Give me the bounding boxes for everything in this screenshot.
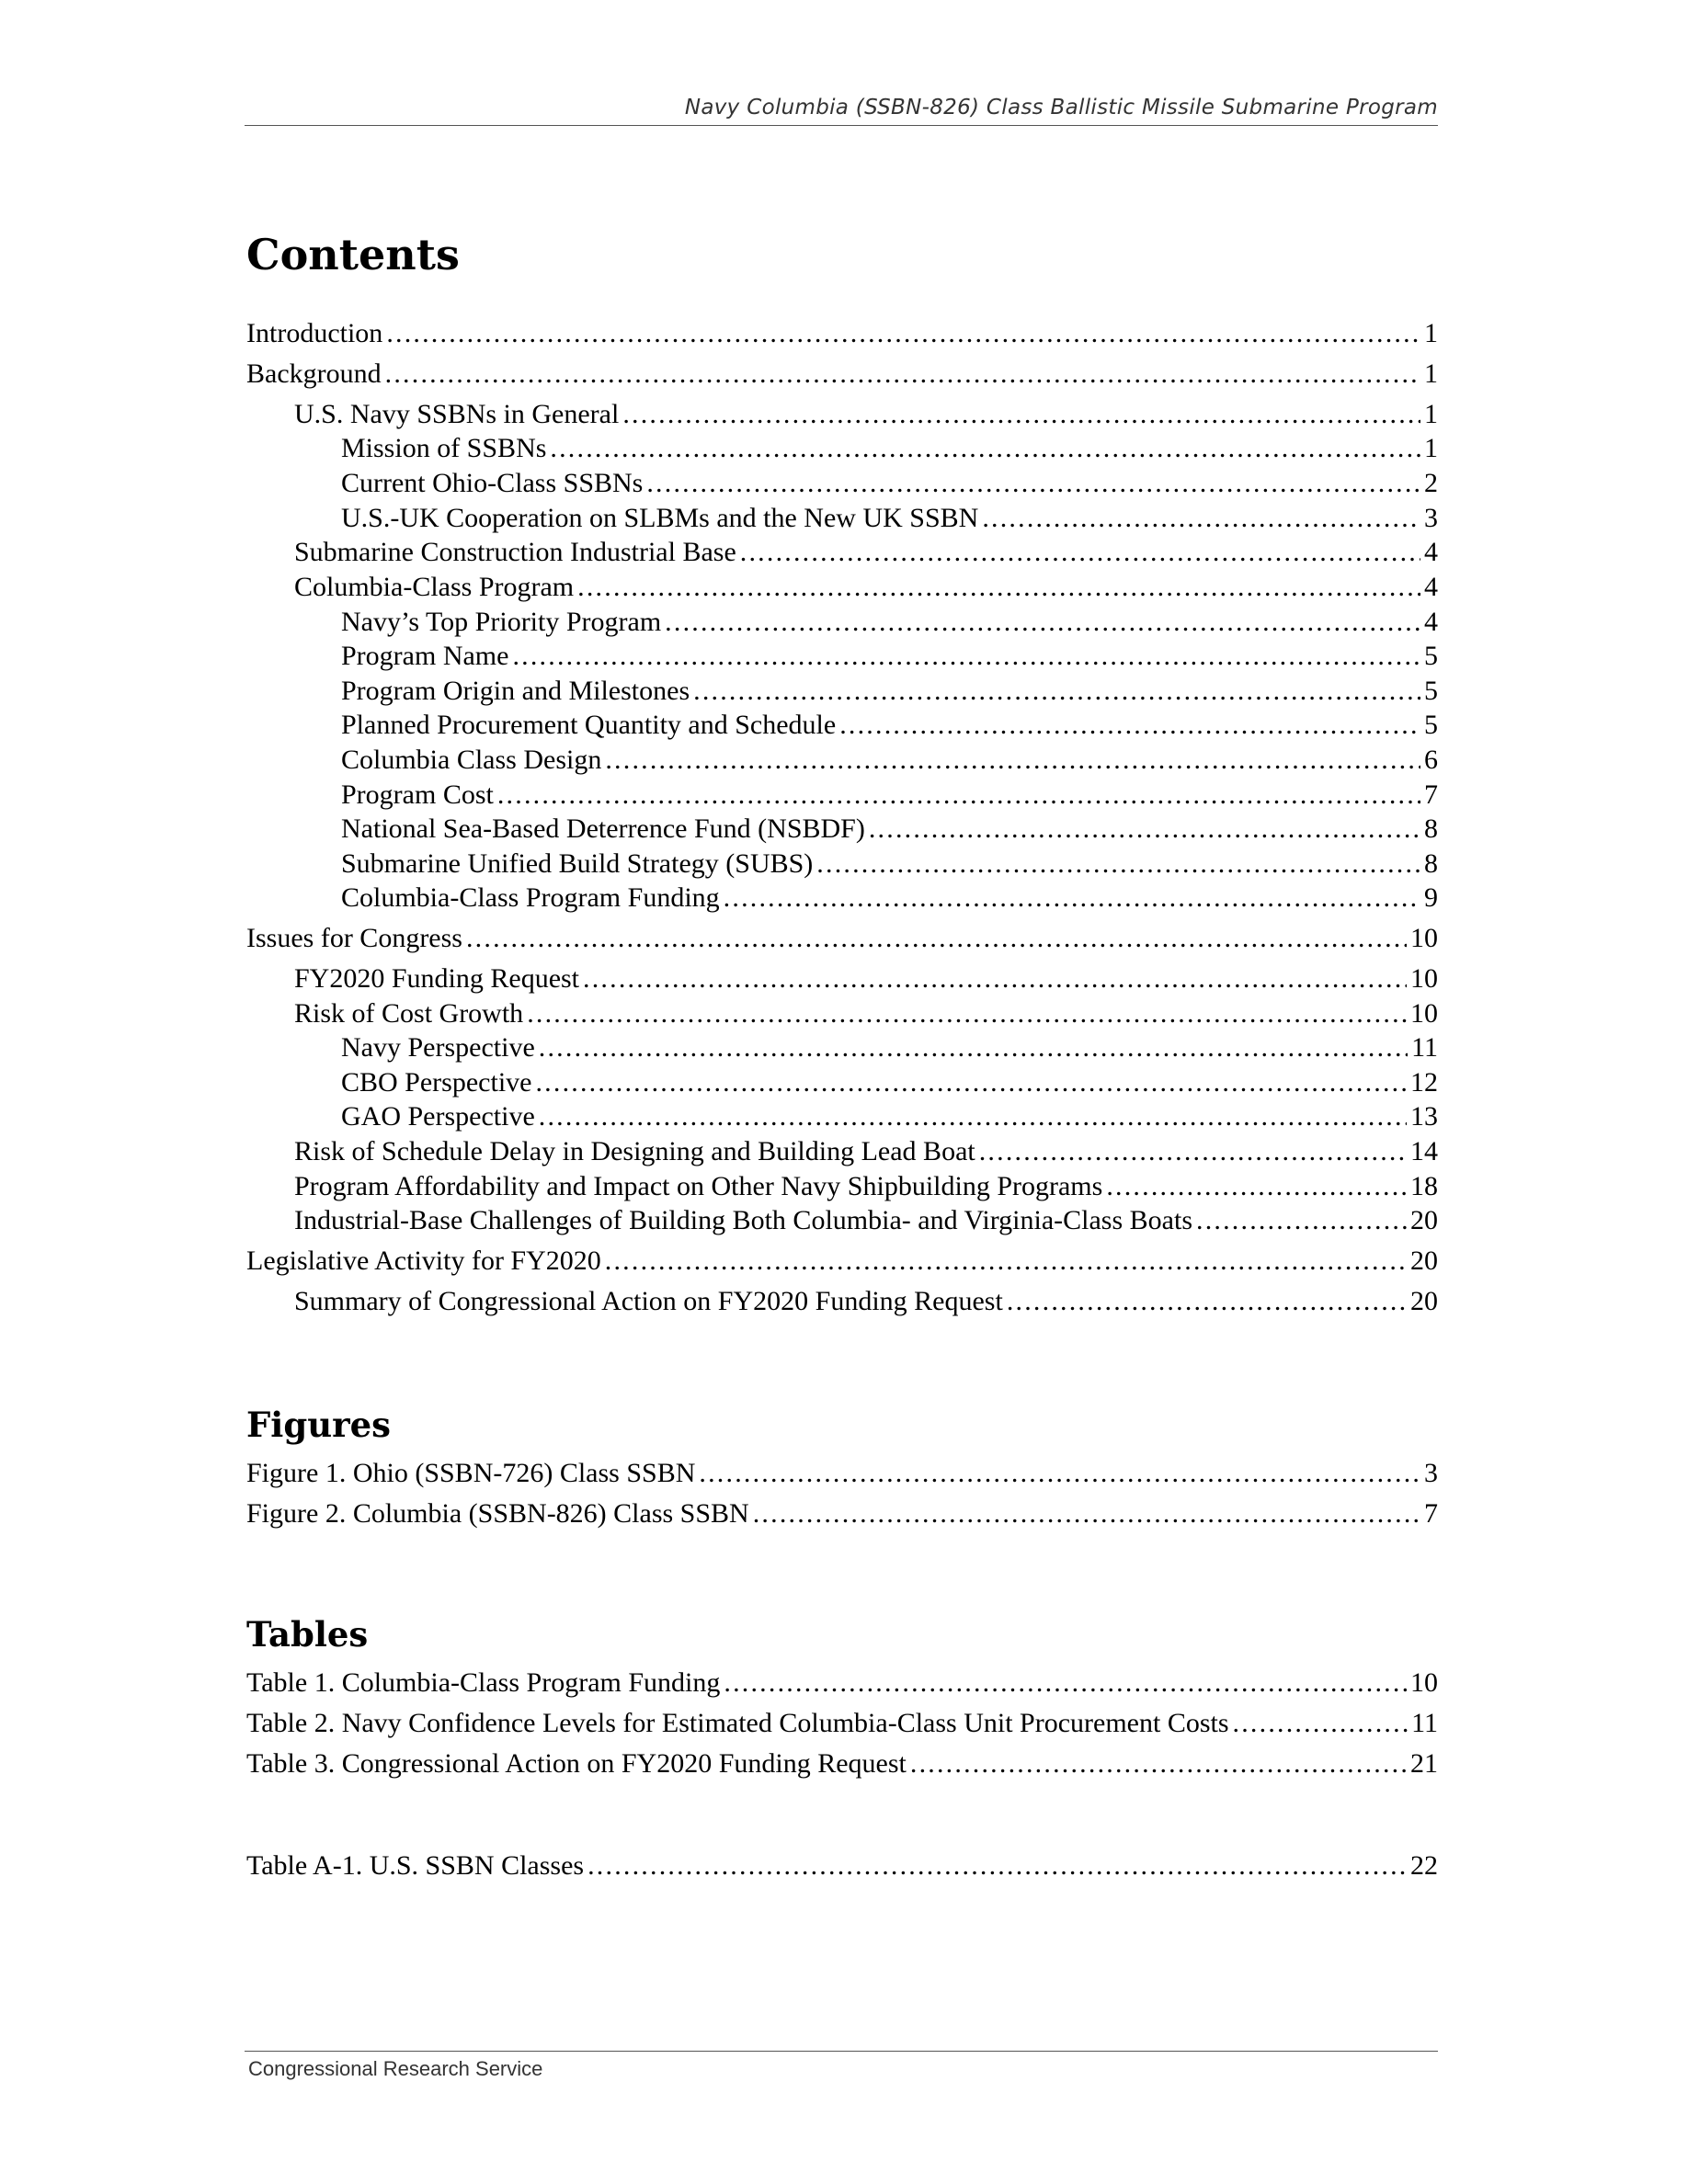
toc-entry[interactable] — [341, 778, 1438, 813]
toc-leader — [724, 881, 1420, 916]
toc-entry-title: Issues for Congress — [246, 923, 462, 953]
toc-leader — [539, 1030, 1408, 1065]
toc-entry[interactable] — [294, 961, 1438, 996]
toc-page-number: 1 — [1424, 358, 1438, 389]
toc-leader — [497, 778, 1420, 813]
figure-entry[interactable] — [246, 1456, 1438, 1491]
toc-leader — [550, 431, 1420, 466]
toc-leader — [535, 1065, 1407, 1100]
toc-entry[interactable] — [341, 1065, 1438, 1100]
toc-entry[interactable] — [341, 881, 1438, 916]
toc-entry[interactable] — [294, 1203, 1438, 1238]
toc-entry[interactable] — [341, 501, 1438, 536]
toc-page-number: 5 — [1424, 641, 1438, 671]
toc-page-number: 22 — [1410, 1850, 1438, 1881]
footer-source: Congressional Research Service — [248, 2057, 543, 2080]
toc-entry[interactable] — [294, 570, 1438, 605]
toc-page-number: 20 — [1410, 1205, 1438, 1235]
toc-entry[interactable] — [341, 743, 1438, 778]
toc-leader — [753, 1496, 1420, 1531]
toc-entry[interactable] — [294, 996, 1438, 1031]
toc-leader — [665, 605, 1420, 640]
toc-page-number: 10 — [1410, 998, 1438, 1029]
figure-entry-title: Figure 2. Columbia (SSBN-826) Class SSBN — [246, 1498, 749, 1529]
toc-page-number: 3 — [1424, 503, 1438, 533]
toc-page-number: 11 — [1411, 1032, 1438, 1063]
toc-entry-title: Columbia-Class Program — [294, 572, 575, 602]
toc-leader — [622, 397, 1420, 432]
table-entry-title: Table 1. Columbia-Class Program Funding — [246, 1667, 721, 1698]
toc-entry-title: U.S.-UK Cooperation on SLBMs and the New UK SSBN — [341, 503, 979, 533]
toc-leader — [605, 743, 1420, 778]
toc-leader — [583, 961, 1407, 996]
toc-leader — [512, 639, 1420, 674]
table-entry-title: Table 3. Congressional Action on FY2020 Funding Request — [246, 1748, 907, 1779]
toc-entry[interactable] — [294, 535, 1438, 570]
toc-leader — [527, 996, 1407, 1031]
toc-page-number: 10 — [1410, 923, 1438, 953]
toc-page-number: 10 — [1410, 963, 1438, 994]
toc-page-number: 12 — [1410, 1067, 1438, 1098]
toc-leader — [724, 1666, 1407, 1701]
toc-entry[interactable] — [246, 357, 1438, 392]
toc-leader — [386, 316, 1420, 351]
table-entry-title: Table 2. Navy Confidence Levels for Estimated Columbia-Class Unit Procurement Costs — [246, 1708, 1229, 1738]
running-header: Navy Columbia (SSBN-826) Class Ballistic Missile Submarine Program — [684, 96, 1438, 119]
toc-leader — [910, 1746, 1407, 1781]
toc-page-number: 1 — [1424, 433, 1438, 463]
figures-heading: Figures — [246, 1405, 391, 1445]
toc-entry[interactable] — [341, 812, 1438, 847]
toc-leader — [839, 708, 1420, 743]
toc-page-number: 3 — [1424, 1458, 1438, 1488]
toc-entry-title: Columbia-Class Program Funding — [341, 882, 720, 913]
toc-leader — [605, 1244, 1407, 1279]
toc-page-number: 5 — [1424, 676, 1438, 706]
footer-rule — [245, 2051, 1438, 2052]
toc-entry[interactable] — [294, 1284, 1438, 1319]
toc-entry[interactable] — [341, 605, 1438, 640]
toc-page-number: 4 — [1424, 537, 1438, 567]
toc-entry-title: Navy Perspective — [341, 1032, 535, 1063]
toc-entry-title: Legislative Activity for FY2020 — [246, 1246, 601, 1276]
toc-page-number: 14 — [1410, 1136, 1438, 1166]
table-entry[interactable] — [246, 1706, 1438, 1741]
toc-entry[interactable] — [341, 1099, 1438, 1134]
toc-leader — [466, 921, 1407, 956]
toc-entry-title: Summary of Congressional Action on FY2020 Funding Request — [294, 1286, 1003, 1316]
toc-page-number: 5 — [1424, 710, 1438, 740]
toc-page-number: 8 — [1424, 813, 1438, 844]
figure-entry[interactable] — [246, 1496, 1438, 1531]
figure-entry-title: Figure 1. Ohio (SSBN-726) Class SSBN — [246, 1458, 696, 1488]
toc-entry-title: Planned Procurement Quantity and Schedule — [341, 710, 837, 740]
toc-entry-title: Program Origin and Milestones — [341, 676, 690, 706]
toc-entry[interactable] — [294, 1134, 1438, 1169]
table-entry-title: Table A-1. U.S. SSBN Classes — [246, 1850, 585, 1881]
toc-entry-title: Submarine Unified Build Strategy (SUBS) — [341, 848, 814, 879]
toc-entry[interactable] — [341, 1030, 1438, 1065]
toc-entry[interactable] — [294, 1169, 1438, 1204]
toc-entry[interactable] — [341, 674, 1438, 709]
toc-leader — [1196, 1203, 1407, 1238]
toc-page-number: 7 — [1424, 1498, 1438, 1529]
toc-entry-title: U.S. Navy SSBNs in General — [294, 399, 620, 429]
toc-page-number: 10 — [1410, 1667, 1438, 1698]
toc-leader — [740, 535, 1420, 570]
toc-entry-title: Submarine Construction Industrial Base — [294, 537, 736, 567]
toc-entry-title: Background — [246, 358, 382, 389]
toc-entry[interactable] — [341, 847, 1438, 882]
toc-leader — [982, 501, 1420, 536]
toc-leader — [646, 466, 1420, 501]
tables-heading: Tables — [246, 1614, 369, 1655]
table-entry[interactable] — [246, 1746, 1438, 1781]
toc-page-number: 4 — [1424, 607, 1438, 637]
toc-entry-title: Navy’s Top Priority Program — [341, 607, 662, 637]
toc-leader — [587, 1848, 1407, 1883]
toc-leader — [539, 1099, 1407, 1134]
toc-page-number: 4 — [1424, 572, 1438, 602]
toc-leader — [699, 1456, 1420, 1491]
toc-page-number: 1 — [1424, 318, 1438, 348]
toc-page-number: 21 — [1410, 1748, 1438, 1779]
toc-page-number: 8 — [1424, 848, 1438, 879]
toc-page-number: 1 — [1424, 399, 1438, 429]
toc-leader — [385, 357, 1420, 392]
toc-entry[interactable] — [341, 708, 1438, 743]
contents-heading: Contents — [246, 230, 460, 279]
toc-entry-title: Introduction — [246, 318, 383, 348]
toc-entry-title: Program Cost — [341, 779, 494, 810]
toc-entry-title: Risk of Cost Growth — [294, 998, 524, 1029]
toc-leader — [869, 812, 1420, 847]
toc-leader — [693, 674, 1420, 709]
toc-entry[interactable] — [294, 397, 1438, 432]
toc-entry[interactable] — [341, 639, 1438, 674]
toc-entry-title: FY2020 Funding Request — [294, 963, 580, 994]
toc-entry-title: Risk of Schedule Delay in Designing and Building Lead Boat — [294, 1136, 975, 1166]
toc-page-number: 13 — [1410, 1101, 1438, 1132]
toc-entry[interactable] — [246, 316, 1438, 351]
toc-page-number: 7 — [1424, 779, 1438, 810]
toc-leader — [816, 847, 1420, 882]
toc-entry-title: Program Affordability and Impact on Other Navy Shipbuilding Programs — [294, 1171, 1103, 1201]
toc-leader — [1106, 1169, 1407, 1204]
toc-page-number: 2 — [1424, 468, 1438, 498]
toc-entry-title: GAO Perspective — [341, 1101, 535, 1132]
toc-entry-title: CBO Perspective — [341, 1067, 532, 1098]
toc-entry-title: Current Ohio-Class SSBNs — [341, 468, 644, 498]
toc-page-number: 6 — [1424, 745, 1438, 775]
toc-entry-title: Columbia Class Design — [341, 745, 602, 775]
toc-entry[interactable] — [341, 431, 1438, 466]
toc-page-number: 20 — [1410, 1286, 1438, 1316]
toc-page-number: 20 — [1410, 1246, 1438, 1276]
toc-entry-title: Industrial-Base Challenges of Building Both Columbia- and Virginia-Class Boats — [294, 1205, 1192, 1235]
toc-page-number: 11 — [1411, 1708, 1438, 1738]
toc-entry[interactable] — [246, 1244, 1438, 1279]
toc-entry[interactable] — [246, 921, 1438, 956]
toc-page-number: 18 — [1410, 1171, 1438, 1201]
toc-leader — [1007, 1284, 1407, 1319]
toc-entry-title: National Sea-Based Deterrence Fund (NSBDF) — [341, 813, 865, 844]
toc-entry[interactable] — [341, 466, 1438, 501]
toc-entry-title: Mission of SSBNs — [341, 433, 547, 463]
table-entry[interactable] — [246, 1666, 1438, 1701]
toc-leader — [1233, 1706, 1409, 1741]
table-entry[interactable] — [246, 1848, 1438, 1883]
toc-leader — [577, 570, 1420, 605]
toc-page-number: 9 — [1424, 882, 1438, 913]
toc-entry-title: Program Name — [341, 641, 509, 671]
toc-leader — [979, 1134, 1407, 1169]
